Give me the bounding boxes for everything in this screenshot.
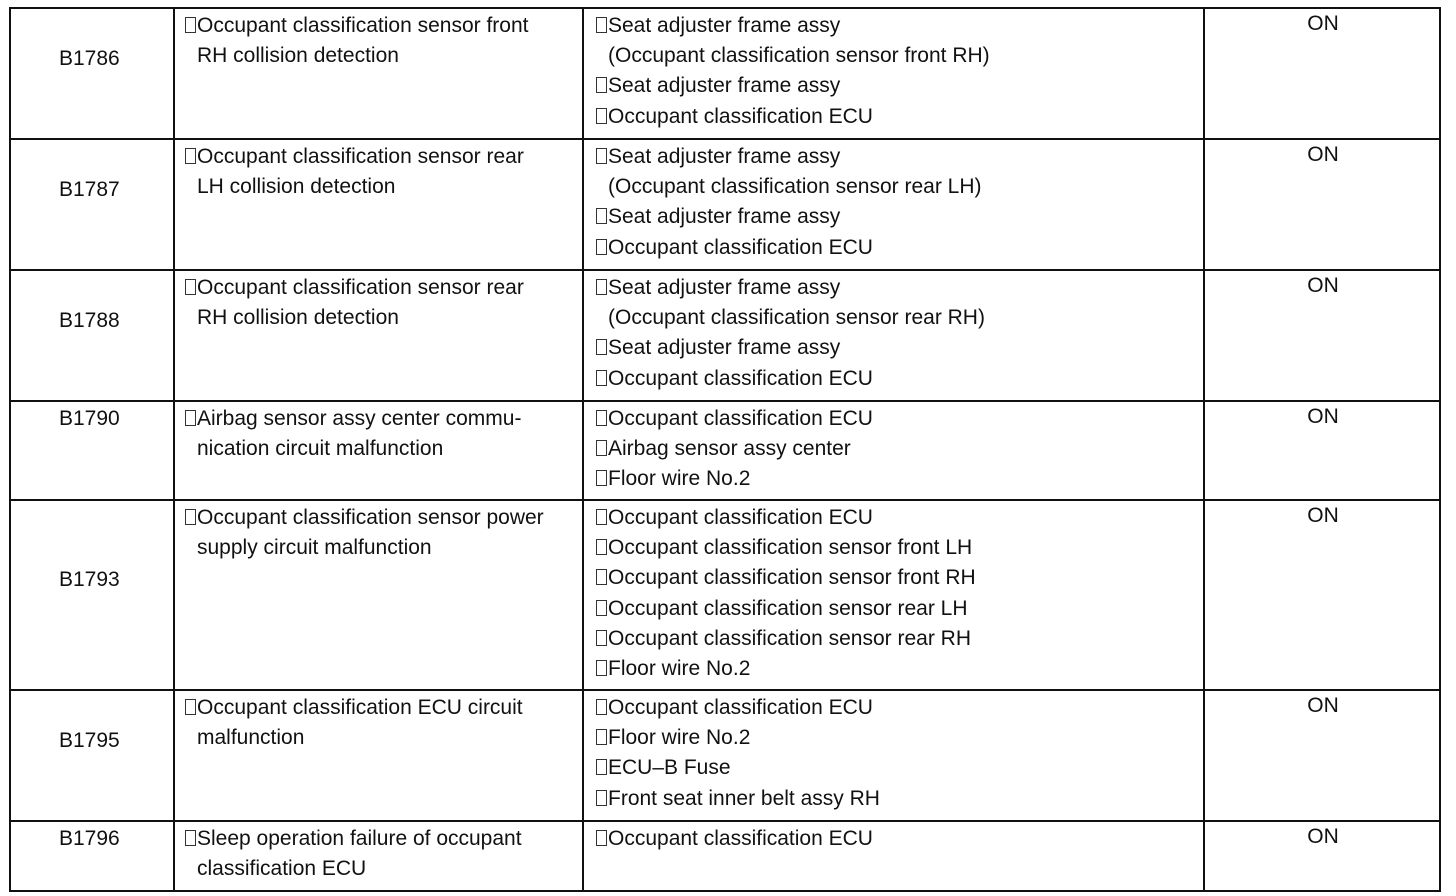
trouble-area-cell [583, 821, 1204, 891]
detection-item-text: Airbag sensor assy center commu- [197, 407, 522, 430]
trouble-area-text: Floor wire No.2 [608, 467, 751, 491]
detection-item-text: malfunction [197, 726, 305, 750]
bullet-box-icon [596, 148, 607, 164]
trouble-area-text: Occupant classification ECU [608, 696, 873, 719]
bullet-box-icon [596, 729, 607, 745]
dtc-code-cell [10, 139, 174, 270]
trouble-area-cell [583, 690, 1204, 821]
bullet-box-icon [596, 77, 607, 93]
detection-item-line [185, 404, 572, 434]
bullet-box-icon [596, 470, 607, 486]
bullet-box-icon [596, 17, 607, 33]
bullet-box-icon [596, 790, 607, 806]
trouble-area-text: Seat adjuster frame assy [608, 74, 841, 98]
trouble-area-text: Occupant classification sensor rear RH [608, 626, 971, 650]
bullet-box-icon [596, 440, 607, 456]
trouble-area-cell [583, 139, 1204, 270]
detection-item-cell [174, 690, 583, 821]
detection-item-line [185, 172, 572, 202]
trouble-area-text: Occupant classification ECU [608, 827, 873, 850]
trouble-area-item [596, 563, 1193, 593]
mil-status: ON [1307, 405, 1339, 428]
mil-status: ON [1307, 143, 1339, 166]
detection-item-text: Occupant classification sensor rear [197, 276, 524, 299]
trouble-area-item [596, 503, 1193, 533]
detection-item-text: nication circuit malfunction [197, 437, 444, 461]
dtc-code: B1796 [59, 827, 120, 850]
table-row [10, 821, 1440, 891]
dtc-code: B1793 [59, 567, 120, 591]
bullet-box-icon [596, 410, 607, 426]
mil-status-cell [1204, 270, 1440, 401]
detection-item-line [185, 533, 572, 563]
detection-item-cell [174, 139, 583, 270]
table-row [10, 500, 1440, 690]
detection-item-line [185, 854, 572, 884]
bullet-box-icon [596, 600, 607, 616]
trouble-area-text: (Occupant classification sensor rear RH) [608, 306, 985, 330]
bullet-box-icon [596, 660, 607, 676]
trouble-area-item [596, 233, 1193, 263]
dtc-code: B1795 [59, 729, 120, 753]
dtc-code: B1790 [59, 407, 120, 430]
trouble-area-item [596, 753, 1193, 783]
trouble-area-text: Occupant classification sensor front LH [608, 536, 973, 560]
dtc-code-cell [10, 401, 174, 500]
bullet-box-icon [596, 279, 607, 295]
trouble-area-item [596, 71, 1193, 101]
bullet-box-icon [596, 630, 607, 646]
trouble-area-item [596, 273, 1193, 303]
dtc-code: B1788 [59, 309, 120, 333]
detection-item-cell [174, 8, 583, 139]
bullet-box-icon [185, 17, 196, 33]
trouble-area-item [596, 594, 1193, 624]
trouble-area-item [596, 142, 1193, 172]
trouble-area-item [596, 533, 1193, 563]
trouble-area-item [596, 654, 1193, 684]
trouble-area-text: Seat adjuster frame assy [608, 205, 841, 229]
table-row [10, 8, 1440, 139]
table-row [10, 139, 1440, 270]
detection-item-line [185, 142, 572, 172]
mil-status: ON [1307, 12, 1339, 35]
trouble-area-cell [583, 500, 1204, 690]
detection-item-text: classification ECU [197, 857, 367, 881]
trouble-area-text: Floor wire No.2 [608, 726, 751, 750]
trouble-area-item [596, 464, 1193, 494]
trouble-area-item [596, 364, 1193, 394]
detection-item-cell [174, 270, 583, 401]
mil-status-cell [1204, 690, 1440, 821]
bullet-box-icon [596, 108, 607, 124]
trouble-area-item [596, 333, 1193, 363]
detection-item-cell [174, 401, 583, 500]
trouble-area-item [596, 723, 1193, 753]
dtc-table-body [10, 8, 1440, 891]
bullet-box-icon [596, 208, 607, 224]
table-row [10, 401, 1440, 500]
trouble-area-text: Occupant classification ECU [608, 235, 873, 259]
detection-item-text: Occupant classification ECU circuit [197, 696, 523, 719]
trouble-area-text: Occupant classification sensor front RH [608, 566, 976, 590]
detection-item-text: RH collision detection [197, 306, 399, 330]
bullet-box-icon [596, 370, 607, 386]
mil-status-cell [1204, 8, 1440, 139]
mil-status-cell [1204, 821, 1440, 891]
mil-status: ON [1307, 694, 1339, 717]
bullet-box-icon [185, 830, 196, 846]
table-row [10, 690, 1440, 821]
bullet-box-icon [596, 239, 607, 255]
trouble-area-text: Occupant classification ECU [608, 104, 873, 128]
table-row [10, 270, 1440, 401]
detection-item-text: Occupant classification sensor power [197, 506, 544, 529]
trouble-area-text: Seat adjuster frame assy [608, 276, 841, 299]
trouble-area-cell [583, 401, 1204, 500]
trouble-area-cell [583, 8, 1204, 139]
bullet-box-icon [596, 509, 607, 525]
mil-status: ON [1307, 825, 1339, 848]
detection-item-line [185, 824, 572, 854]
detection-item-cell [174, 821, 583, 891]
dtc-code-cell [10, 500, 174, 690]
mil-status-cell [1204, 139, 1440, 270]
trouble-area-item [596, 404, 1193, 434]
detection-item-line [185, 723, 572, 753]
bullet-box-icon [185, 148, 196, 164]
dtc-code: B1787 [59, 178, 120, 202]
trouble-area-text: ECU–B Fuse [608, 756, 731, 780]
trouble-area-text: Airbag sensor assy center [608, 437, 851, 461]
bullet-box-icon [596, 569, 607, 585]
dtc-code-cell [10, 8, 174, 139]
trouble-area-text: Seat adjuster frame assy [608, 336, 841, 360]
detection-item-line [185, 303, 572, 333]
dtc-code-cell [10, 821, 174, 891]
trouble-area-cell [583, 270, 1204, 401]
bullet-box-icon [185, 699, 196, 715]
dtc-code: B1786 [59, 47, 120, 71]
trouble-area-item [596, 41, 1193, 71]
detection-item-line [185, 434, 572, 464]
trouble-area-item [596, 202, 1193, 232]
bullet-box-icon [185, 509, 196, 525]
bullet-box-icon [185, 279, 196, 295]
detection-item-line [185, 503, 572, 533]
trouble-area-item [596, 303, 1193, 333]
dtc-code-cell [10, 690, 174, 821]
detection-item-cell [174, 500, 583, 690]
trouble-area-text: Occupant classification ECU [608, 407, 873, 430]
mil-status-cell [1204, 500, 1440, 690]
trouble-area-text: Front seat inner belt assy RH [608, 786, 880, 810]
bullet-box-icon [596, 830, 607, 846]
dtc-table [9, 7, 1441, 892]
trouble-area-item [596, 434, 1193, 464]
detection-item-line [185, 11, 572, 41]
trouble-area-text: Occupant classification ECU [608, 366, 873, 390]
detection-item-line [185, 41, 572, 71]
mil-status: ON [1307, 504, 1339, 527]
trouble-area-text: Occupant classification sensor rear LH [608, 596, 968, 620]
detection-item-line [185, 693, 572, 723]
bullet-box-icon [596, 759, 607, 775]
mil-status: ON [1307, 274, 1339, 297]
trouble-area-item [596, 693, 1193, 723]
dtc-code-cell [10, 270, 174, 401]
bullet-box-icon [596, 699, 607, 715]
detection-item-text: Occupant classification sensor rear [197, 145, 524, 168]
trouble-area-item [596, 11, 1193, 41]
trouble-area-text: Occupant classification ECU [608, 506, 873, 529]
detection-item-text: supply circuit malfunction [197, 536, 432, 560]
trouble-area-text: Seat adjuster frame assy [608, 14, 841, 37]
detection-item-text: LH collision detection [197, 175, 396, 199]
bullet-box-icon [596, 339, 607, 355]
trouble-area-text: Floor wire No.2 [608, 657, 751, 681]
trouble-area-item [596, 102, 1193, 132]
trouble-area-item [596, 824, 1193, 854]
mil-status-cell [1204, 401, 1440, 500]
bullet-box-icon [596, 539, 607, 555]
detection-item-text: Sleep operation failure of occupant [197, 827, 522, 850]
bullet-box-icon [185, 410, 196, 426]
detection-item-text: RH collision detection [197, 44, 399, 68]
trouble-area-text: Seat adjuster frame assy [608, 145, 841, 168]
detection-item-text: Occupant classification sensor front [197, 14, 529, 37]
trouble-area-item [596, 784, 1193, 814]
trouble-area-item [596, 172, 1193, 202]
trouble-area-text: (Occupant classification sensor front RH) [608, 44, 990, 68]
detection-item-line [185, 273, 572, 303]
trouble-area-item [596, 624, 1193, 654]
trouble-area-text: (Occupant classification sensor rear LH) [608, 175, 982, 199]
